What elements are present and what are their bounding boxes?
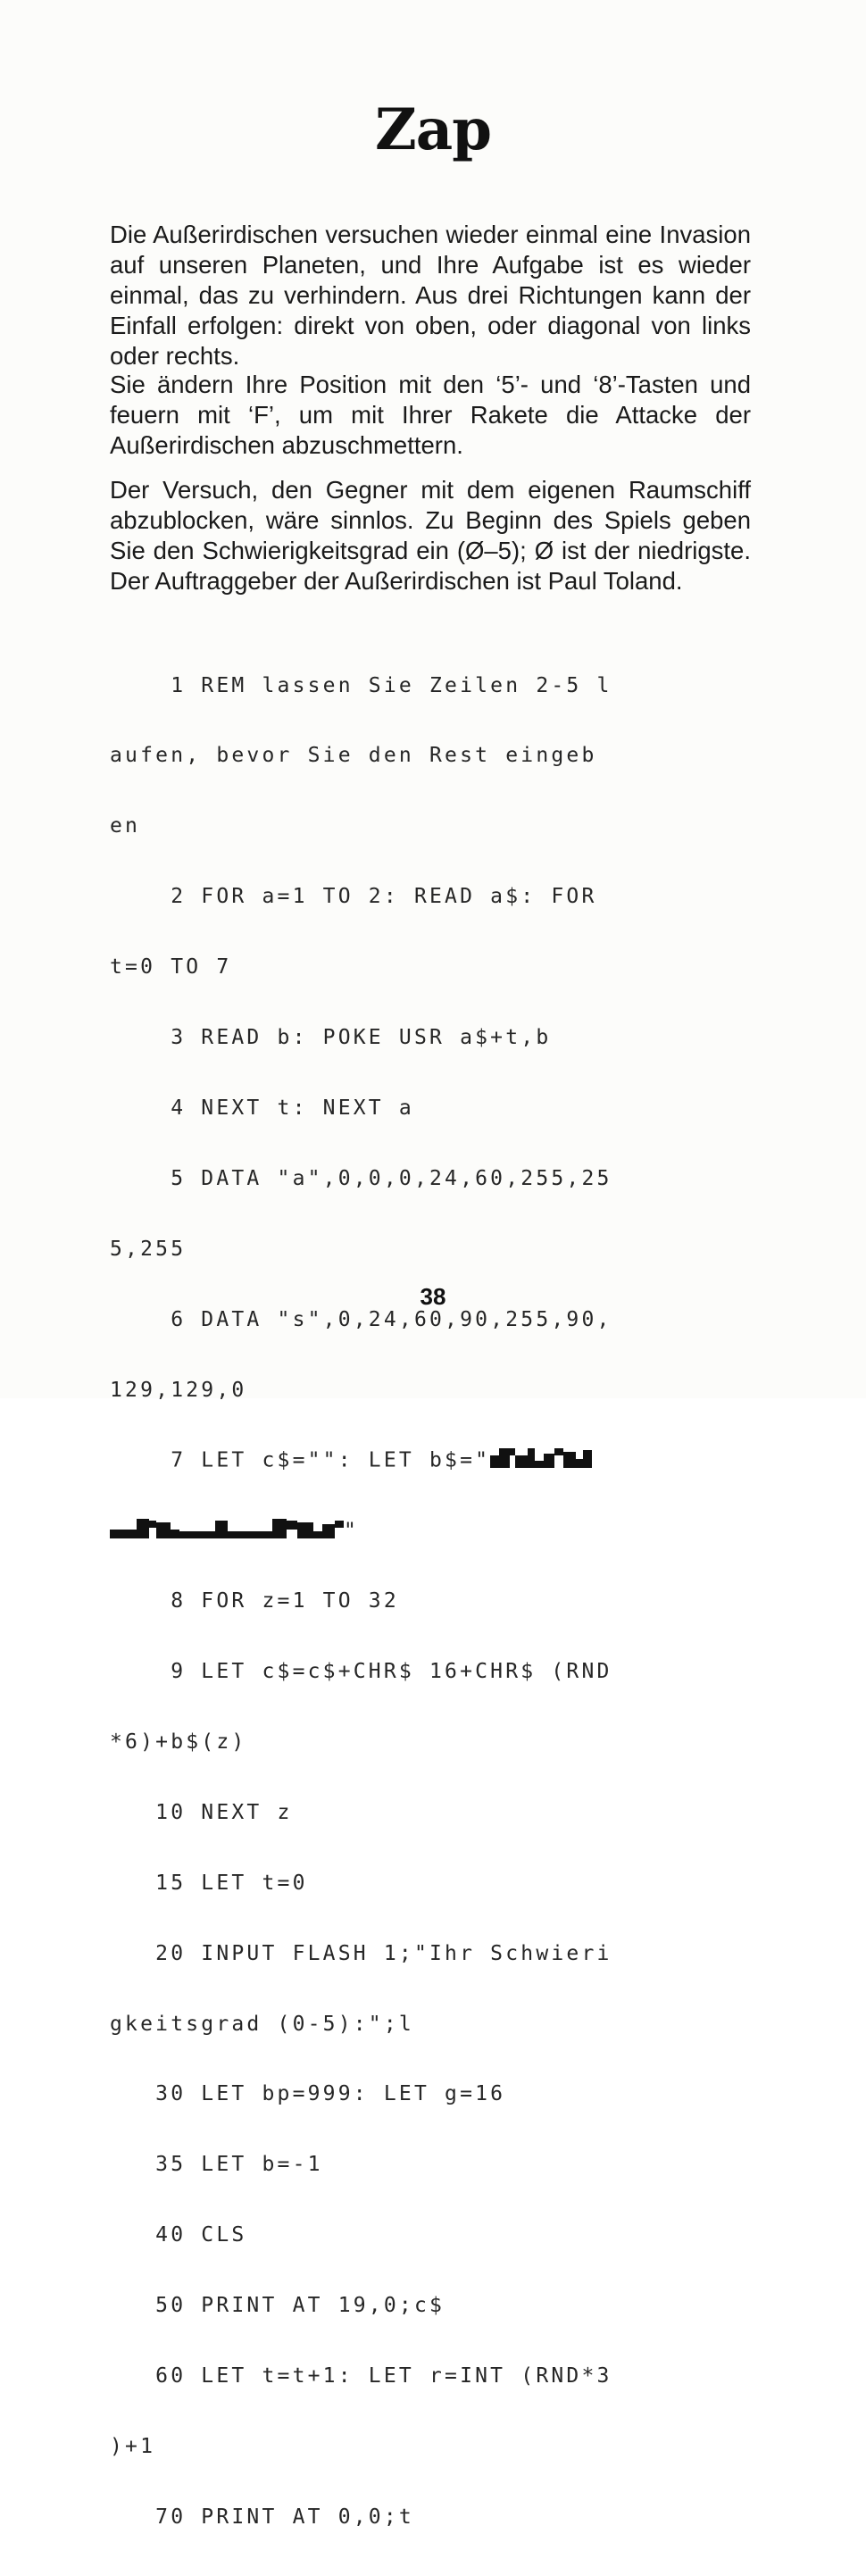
page-title: Zap — [375, 96, 491, 163]
block-graphics-glyphs — [490, 1448, 592, 1473]
listing-line: 30 LET bp=999: LET g=16 — [110, 2082, 506, 2106]
listing-line: t=0 TO 7 — [110, 955, 232, 980]
listing-line: 6 DATA "s",0,24,60,90,255,90, — [110, 1307, 612, 1331]
paragraph-text: Die Außerirdischen versuchen wieder einmal eine Invasion auf unseren Planeten, und Ihre Aufgabe ist es wieder einmal, das zu verhindern. Aus drei Richtungen kann der Einfall erfolgen: direkt von oben, oder diagonal von links oder rechts. — [110, 221, 751, 370]
listing-line-graphics-end — [110, 1519, 663, 1542]
listing-line: *6)+b$(z) — [110, 1730, 247, 1754]
listing-line: 8 FOR z=1 TO 32 — [110, 1589, 399, 1613]
closing-quote: " — [344, 1519, 360, 1543]
listing-line: 129,129,0 — [110, 1378, 247, 1402]
listing-line: 1 REM lassen Sie Zeilen 2-5 l — [110, 673, 612, 697]
listing-line: 5 DATA "a",0,0,0,24,60,255,25 — [110, 1166, 612, 1190]
listing-line: 40 CLS — [110, 2223, 247, 2247]
paragraph-difficulty — [110, 475, 751, 596]
listing-line: 60 LET t=t+1: LET r=INT (RND*3 — [110, 2363, 612, 2388]
listing-line: 5,255 — [110, 1237, 187, 1261]
listing-line: en — [110, 814, 141, 838]
paragraph-controls — [110, 370, 751, 461]
paragraph-intro — [110, 220, 751, 371]
listing-line: gkeitsgrad (0-5):";l — [110, 2012, 414, 2036]
listing-line: 9 LET c$=c$+CHR$ 16+CHR$ (RND — [110, 1660, 612, 1684]
listing-line: aufen, bevor Sie den Rest eingeb — [110, 744, 597, 768]
paragraph-text: Sie ändern Ihre Position mit den ‘5’- und ‘8’-Tasten und feuern mit ‘F’, um mit Ihrer Rakete die Attacke der Außerirdischen abzuschmettern. — [110, 371, 751, 459]
paragraph-text: Der Versuch, den Gegner mit dem eigenen Raumschiff abzublocken, wäre sinnlos. Zu Beginn des Spiels geben Sie den Schwierigkeitsgrad ein (Ø–5); Ø ist der niedrigste. Der Auftraggeber der Außerirdischen ist Paul Toland. — [110, 476, 751, 595]
page-number: 38 — [420, 1283, 446, 1310]
listing-line: 3 READ b: POKE USR a$+t,b — [110, 1026, 552, 1050]
listing-line: )+1 — [110, 2434, 156, 2458]
listing-line-graphics-start — [110, 1448, 663, 1471]
listing-line-text: 7 LET c$="": LET b$=" — [110, 1449, 491, 1473]
listing-line: 10 NEXT z — [110, 1800, 293, 1824]
basic-program-listing — [110, 627, 663, 2576]
block-graphics-glyphs — [110, 1519, 344, 1544]
listing-line: 20 INPUT FLASH 1;"Ihr Schwieri — [110, 1941, 612, 1965]
listing-line: 70 PRINT AT 0,0;t — [110, 2505, 414, 2529]
listing-line: 35 LET b=-1 — [110, 2153, 323, 2177]
listing-line: 15 LET t=0 — [110, 1871, 308, 1895]
listing-line: 50 PRINT AT 19,0;c$ — [110, 2294, 445, 2318]
listing-line: 2 FOR a=1 TO 2: READ a$: FOR — [110, 885, 597, 909]
listing-line: 4 NEXT t: NEXT a — [110, 1096, 414, 1120]
